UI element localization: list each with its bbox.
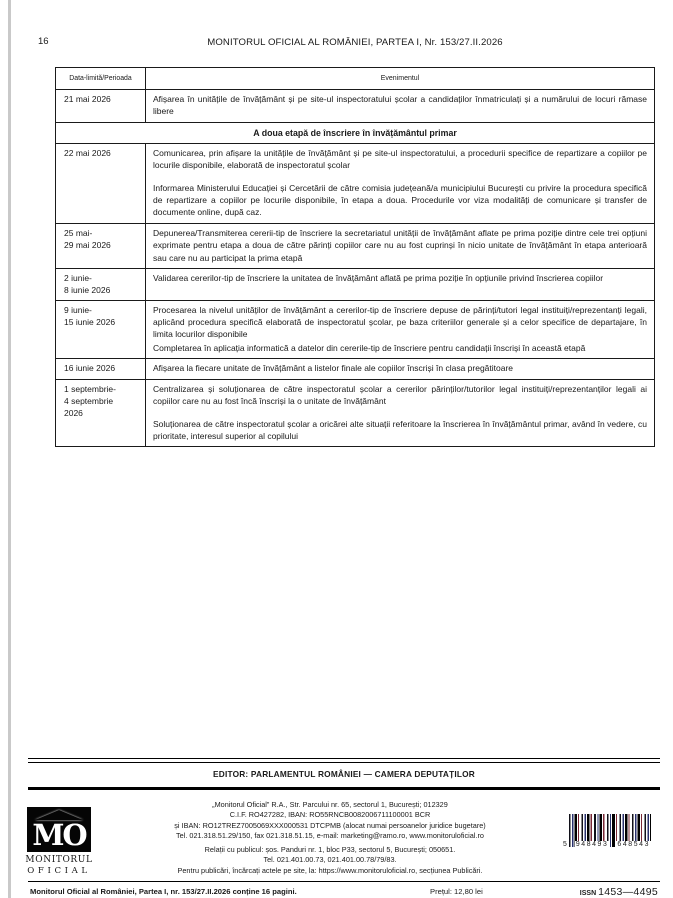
issue-summary: Monitorul Oficial al României, Partea I, nr. 153/27.II.2026 conține 16 pagini. xyxy=(30,887,297,896)
event-paragraph: Validarea cererilor-tip de înscriere la unitatea de învățământ aflată pe prima poziție în opțiunile privind înscrierea copiilor xyxy=(153,273,604,284)
column-header-date: Data-limită/Perioada xyxy=(56,68,146,90)
date-line: 22 mai 2026 xyxy=(64,147,111,158)
barcode-digit-group: 5 xyxy=(563,841,567,848)
date-line: 4 septembrie xyxy=(64,395,114,406)
event-cell xyxy=(146,300,655,359)
date-cell xyxy=(56,300,146,359)
page-number: 16 xyxy=(38,36,49,47)
date-cell xyxy=(56,379,146,447)
public-relations-block xyxy=(105,845,555,876)
table-row xyxy=(56,300,655,359)
issn-label: ISSN xyxy=(579,890,597,897)
date-line: 9 iunie- xyxy=(64,304,92,315)
scan-edge-artifact xyxy=(8,0,11,898)
date-cell xyxy=(56,90,146,123)
table-row xyxy=(56,223,655,268)
footer-text-line: și IBAN: RO12TREZ7005069XXX000531 DTCPMB (alocat numai persoanelor juridice bugetare) xyxy=(174,820,486,830)
date-line: 2 iunie- xyxy=(64,273,92,284)
footer-text-line: C.I.F. RO427282, IBAN: RO55RNCB0082006711100001 BCR xyxy=(229,810,431,820)
table-row xyxy=(56,379,655,447)
logo-mark xyxy=(27,807,91,852)
event-paragraph: Procesarea la nivelul unităților de învățământ a cererilor-tip de înscriere depuse de părinți/tutori legal instituiți/reprezentanți legali, aplicând procedura specifică elaborată de inspectoratul școlar, pe baza criteriilor generale și a celor specifice de departajare, în limita locurilor disponibile xyxy=(153,304,647,340)
footer-text-line: Tel. 021.318.51.29/150, fax 021.318.51.15, e-mail: marketing@ramo.ro, www.monitoruloficial.ro xyxy=(176,831,484,841)
table-section-row xyxy=(56,122,655,143)
double-rule xyxy=(28,758,660,763)
footer-text-line: „Monitorul Oficial” R.A., Str. Parcului nr. 65, sectorul 1, București; 012329 xyxy=(212,800,448,809)
event-cell xyxy=(146,143,655,223)
editor-line: EDITOR: PARLAMENTUL ROMÂNIEI — CAMERA DEPUTAȚILOR xyxy=(213,769,475,779)
event-cell xyxy=(146,223,655,268)
price-label: Prețul: 12,80 lei xyxy=(430,887,483,896)
table-row xyxy=(56,359,655,379)
barcode-digits xyxy=(563,841,651,848)
barcode-digit-group: 948493 xyxy=(575,841,609,848)
date-cell xyxy=(56,359,146,379)
thick-rule xyxy=(28,787,660,790)
bottom-info-row xyxy=(30,887,658,898)
calendar-table xyxy=(55,67,655,447)
event-paragraph: Afișarea în unitățile de învățământ și pe site-ul inspectoratului școlar a candidaților înmatriculați și a numărului de locuri rămase libere xyxy=(153,94,647,117)
date-cell xyxy=(56,223,146,268)
event-cell xyxy=(146,269,655,301)
date-line: 1 septembrie- xyxy=(64,383,116,394)
event-paragraph: Depunerea/Transmiterea cererii-tip de înscriere la secretariatul unității de învățământ aflate pe prima poziție dintre cele trei opțiuni exprimate pentru etapa a doua de către părinți copiilor care nu au fost cuprinși în nicio unitate de învățământ în etapa anterioară sau care nu au participat la prima etapă xyxy=(153,227,647,263)
issn xyxy=(580,886,658,898)
barcode-digit-group: 648543 xyxy=(617,841,650,848)
event-paragraph: Afișarea la fiecare unitate de învățământ a listelor finale ale copiilor înscriși în clasa pregătitoare xyxy=(153,363,514,374)
logo-text-monitorul: MONITORUL xyxy=(25,855,93,865)
event-cell xyxy=(146,90,655,123)
event-paragraph: Soluționarea de către inspectoratul școlar a oricărei alte situații referitoare la înscrierea în învățământul primar, având în vedere, cu prioritate, interesul superior al copilului xyxy=(153,418,647,441)
barcode xyxy=(563,814,651,848)
table-row xyxy=(56,90,655,123)
table-header-row xyxy=(56,68,655,90)
logo-text-oficial: OFICIAL xyxy=(27,866,91,876)
page-title: MONITORUL OFICIAL AL ROMÂNIEI, PARTEA I, Nr. 153/27.II.2026 xyxy=(207,37,503,48)
date-line: 2026 xyxy=(64,408,83,419)
footer-text-line: Tel. 021.401.00.73, 021.401.00.78/79/83. xyxy=(263,855,397,865)
event-paragraph: Completarea în aplicația informatică a datelor din cererile-tip de înscriere pentru candidații înscriși în această etapă xyxy=(153,342,586,353)
date-line: 29 mai 2026 xyxy=(64,240,111,251)
date-line: 8 iunie 2026 xyxy=(64,285,111,296)
footer-text-line: Pentru publicări, încărcați actele pe site, la: https://www.monitoruloficial.ro, secțiunea Publicări. xyxy=(177,865,483,875)
event-cell xyxy=(146,379,655,447)
event-paragraph: Centralizarea și soluționarea de către inspectoratul școlar a cererilor părinților/tutorilor legal instituiți/reprezentanților legali ai copiilor care nu au fost încă înscriși la o unitate de învățământ xyxy=(153,383,647,407)
date-line: 21 mai 2026 xyxy=(64,94,111,104)
column-header-event: Evenimentul xyxy=(146,68,655,90)
event-cell xyxy=(146,359,655,379)
publisher-address-block xyxy=(105,800,555,842)
footer-text-line: Relații cu publicul: șos. Panduri nr. 1, bloc P33, sectorul 5, București; 050651. xyxy=(204,845,456,854)
event-paragraph: Comunicarea, prin afișare la unitățile de învățământ și pe site-ul inspectoratului, a procedurii specifice de repartizare a copiilor pe locurile disponibile, elaborată de inspectoratul școlar xyxy=(153,147,647,171)
date-line: 16 iunie 2026 xyxy=(64,363,116,374)
date-cell xyxy=(56,143,146,223)
table-row xyxy=(56,143,655,223)
event-paragraph: Informarea Ministerului Educației și Cercetării de către comisia județeană/a municipiului București cu privire la procedura specifică de repartizare a copiilor pe locurile disponibile, în etapa a doua. Procedurile vor viza modalități de comunicare și transfer de documente online, după caz. xyxy=(153,182,647,218)
logo-roof-shape xyxy=(35,810,83,820)
date-line: 25 mai- xyxy=(64,227,93,238)
date-line: 15 iunie 2026 xyxy=(64,316,116,327)
issn-value: 1453—4495 xyxy=(598,886,658,898)
section-header: A doua etapă de înscriere în învățământul primar xyxy=(56,122,655,143)
table-row xyxy=(56,269,655,301)
logo-mo-letters: MO xyxy=(32,818,86,852)
date-cell xyxy=(56,269,146,301)
monitorul-oficial-logo xyxy=(25,807,93,876)
table-body xyxy=(56,90,655,447)
bottom-rule xyxy=(28,881,660,882)
